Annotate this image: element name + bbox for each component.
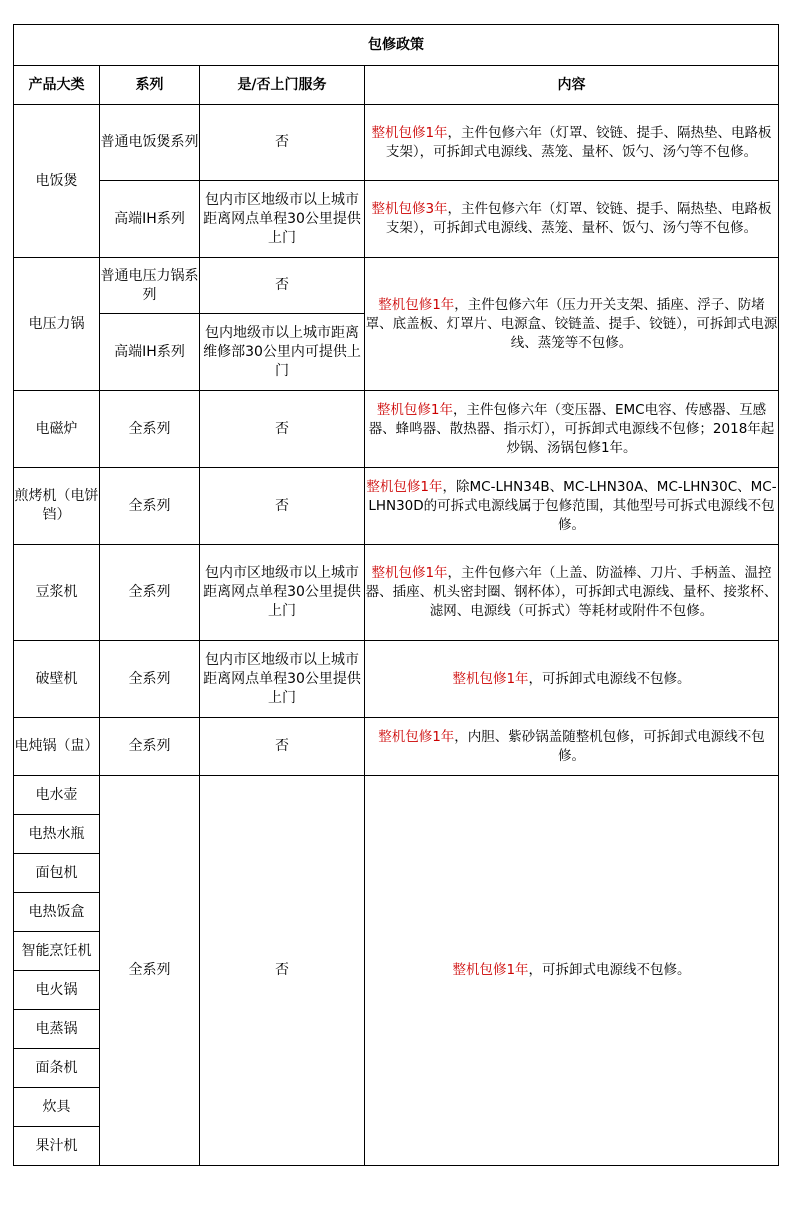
warranty-highlight: 整机包修1年 (376, 401, 453, 418)
header-service: 是/否上门服务 (200, 66, 365, 105)
warranty-highlight: 整机包修1年 (371, 565, 448, 581)
content-cell (365, 468, 779, 545)
table-row (14, 391, 779, 468)
content-cell (365, 258, 779, 391)
table-row (14, 776, 779, 815)
warranty-highlight: 整机包修1年 (452, 670, 529, 687)
table-row (14, 468, 779, 545)
series-cell: 普通电饭煲系列 (100, 105, 200, 181)
category-cell: 豆浆机 (14, 545, 100, 641)
content-cell (365, 718, 779, 776)
header-content: 内容 (365, 66, 779, 105)
service-cell: 否 (200, 258, 365, 314)
table-row (14, 718, 779, 776)
series-cell: 全系列 (100, 468, 200, 545)
category-cell: 煎烤机（电饼铛） (14, 468, 100, 545)
content-text: ，主件包修六年（上盖、防溢棒、刀片、手柄盖、温控器、插座、机头密封圈、钢杯体），可拆卸式电源线、量杯、接浆杯、滤网、电源线（可拆式）等耗材或附件不包修。 (365, 565, 778, 619)
content-text: ，除MC-LHN34B、MC-LHN30A、MC-LHN30C、MC-LHN30D的可拆式电源线属于包修范围，其他型号可拆式电源线不包修。 (368, 478, 777, 533)
warranty-highlight: 整机包修1年 (371, 124, 448, 141)
service-cell: 否 (200, 776, 365, 1166)
category-cell: 电压力锅 (14, 258, 100, 391)
content-cell (365, 776, 779, 1166)
category-cell: 电热饭盒 (14, 893, 100, 932)
content-cell (365, 105, 779, 181)
series-cell: 全系列 (100, 776, 200, 1166)
warranty-policy-table (13, 24, 779, 1166)
category-cell: 炊具 (14, 1088, 100, 1127)
content-text: ，主件包修六年（灯罩、铰链、提手、隔热垫、电路板支架），可拆卸式电源线、蒸笼、量杯、饭勺、汤勺等不包修。 (385, 124, 772, 160)
series-cell: 高端IH系列 (100, 314, 200, 391)
content-text: ，可拆卸式电源线不包修。 (528, 670, 691, 687)
warranty-highlight: 整机包修1年 (378, 296, 455, 313)
content-text: ，主件包修六年（灯罩、铰链、提手、隔热垫、电路板支架），可拆卸式电源线、蒸笼、量杯、饭勺、汤勺等不包修。 (385, 201, 772, 236)
content-cell (365, 181, 779, 258)
category-cell: 智能烹饪机 (14, 932, 100, 971)
series-cell: 高端IH系列 (100, 181, 200, 258)
content-text: ，内胆、紫砂锅盖随整机包修，可拆卸式电源线不包修。 (454, 728, 765, 764)
table-row (14, 545, 779, 641)
category-cell: 果汁机 (14, 1127, 100, 1166)
service-cell: 否 (200, 105, 365, 181)
header-series: 系列 (100, 66, 200, 105)
content-text: ，主件包修六年（变压器、EMC电容、传感器、互感器、蜂鸣器、散热器、指示灯），可拆卸式电源线不包修；2018年起炒锅、汤锅包修1年。 (368, 401, 775, 456)
table-row (14, 105, 779, 181)
warranty-highlight: 整机包修1年 (366, 478, 443, 495)
warranty-highlight: 整机包修1年 (452, 962, 529, 978)
table-row (14, 641, 779, 718)
service-cell: 否 (200, 468, 365, 545)
category-cell: 面包机 (14, 854, 100, 893)
category-cell: 电火锅 (14, 971, 100, 1010)
service-cell: 否 (200, 718, 365, 776)
series-cell: 全系列 (100, 391, 200, 468)
series-cell: 全系列 (100, 718, 200, 776)
table-row (14, 258, 779, 314)
series-cell: 普通电压力锅系列 (100, 258, 200, 314)
content-cell (365, 545, 779, 641)
service-cell: 否 (200, 391, 365, 468)
service-cell: 包内市区地级市以上城市距离网点单程30公里提供上门 (200, 641, 365, 718)
category-cell: 电磁炉 (14, 391, 100, 468)
content-cell (365, 391, 779, 468)
series-cell: 全系列 (100, 545, 200, 641)
warranty-highlight: 整机包修1年 (378, 728, 455, 745)
content-cell (365, 641, 779, 718)
content-text: ，可拆卸式电源线不包修。 (528, 962, 691, 978)
category-cell: 面条机 (14, 1049, 100, 1088)
service-cell: 包内市区地级市以上城市距离网点单程30公里提供上门 (200, 181, 365, 258)
warranty-highlight: 整机包修3年 (371, 201, 448, 217)
category-cell: 破壁机 (14, 641, 100, 718)
category-cell: 电炖锅（盅） (14, 718, 100, 776)
table-row (14, 181, 779, 258)
content-text: ，主件包修六年（压力开关支架、插座、浮子、防堵罩、底盖板、灯罩片、电源盒、铰链盖、提手、铰链），可拆卸式电源线、蒸笼等不包修。 (365, 296, 778, 351)
category-cell: 电水壶 (14, 776, 100, 815)
header-category: 产品大类 (14, 66, 100, 105)
category-cell: 电热水瓶 (14, 815, 100, 854)
service-cell: 包内地级市以上城市距离维修部30公里内可提供上门 (200, 314, 365, 391)
category-cell: 电饭煲 (14, 105, 100, 258)
category-cell: 电蒸锅 (14, 1010, 100, 1049)
series-cell: 全系列 (100, 641, 200, 718)
service-cell: 包内市区地级市以上城市距离网点单程30公里提供上门 (200, 545, 365, 641)
table-title: 包修政策 (14, 25, 779, 66)
